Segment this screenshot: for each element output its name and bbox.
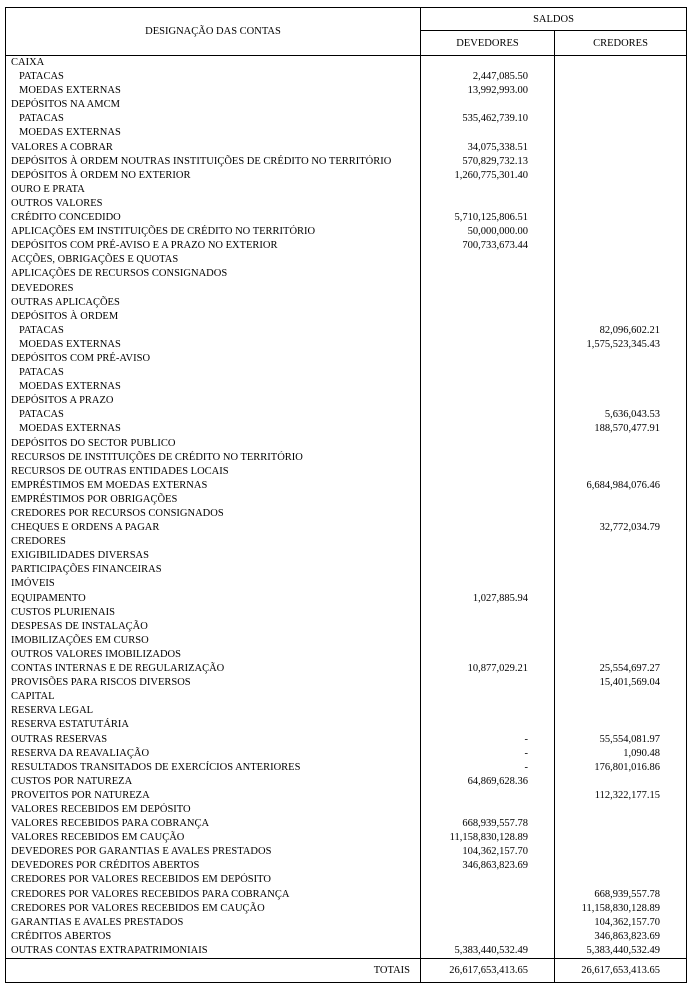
table-header bbox=[6, 8, 687, 56]
devedores-value bbox=[421, 873, 555, 887]
table-row bbox=[6, 676, 687, 690]
credores-value bbox=[555, 141, 687, 155]
credores-value: 82,096,602.21 bbox=[555, 324, 687, 338]
account-label: MOEDAS EXTERNAS bbox=[19, 423, 121, 435]
account-label: RECURSOS DE INSTITUIÇÕES DE CRÉDITO NO TERRITÓRIO bbox=[11, 451, 303, 463]
table-row bbox=[6, 493, 687, 507]
table-row bbox=[6, 267, 687, 281]
credores-value: 55,554,081.97 bbox=[555, 733, 687, 747]
credores-value bbox=[555, 704, 687, 718]
account-label: CREDORES POR VALORES RECEBIDOS PARA COBRANÇA bbox=[11, 888, 290, 900]
devedores-value bbox=[421, 465, 555, 479]
devedores-value bbox=[421, 493, 555, 507]
account-label: RESERVA ESTATUTÁRIA bbox=[11, 719, 130, 731]
credores-value: 6,684,984,076.46 bbox=[555, 479, 687, 493]
table-row bbox=[6, 817, 687, 831]
devedores-value: 13,992,993.00 bbox=[421, 84, 555, 98]
credores-value bbox=[555, 380, 687, 394]
devedores-value bbox=[421, 126, 555, 140]
devedores-value bbox=[421, 704, 555, 718]
table-row bbox=[6, 211, 687, 225]
devedores-value: 10,877,029.21 bbox=[421, 662, 555, 676]
credores-value bbox=[555, 465, 687, 479]
table-row bbox=[6, 338, 687, 352]
account-label: EMPRÉSTIMOS POR OBRIGAÇÕES bbox=[11, 493, 178, 505]
account-label: PATACAS bbox=[19, 409, 64, 421]
credores-value: 188,570,477.91 bbox=[555, 422, 687, 436]
table-row bbox=[6, 902, 687, 916]
credores-value bbox=[555, 197, 687, 211]
credores-value bbox=[555, 577, 687, 591]
table-row bbox=[6, 282, 687, 296]
credores-value: 32,772,034.79 bbox=[555, 521, 687, 535]
table-row bbox=[6, 873, 687, 887]
devedores-value: 5,710,125,806.51 bbox=[421, 211, 555, 225]
table-row bbox=[6, 803, 687, 817]
table-row bbox=[6, 563, 687, 577]
devedores-value: 104,362,157.70 bbox=[421, 845, 555, 859]
devedores-value: 2,447,085.50 bbox=[421, 70, 555, 84]
devedores-value bbox=[421, 56, 555, 71]
credores-value bbox=[555, 592, 687, 606]
table-row bbox=[6, 366, 687, 380]
credores-value bbox=[555, 437, 687, 451]
account-label: VALORES RECEBIDOS EM DEPÓSITO bbox=[11, 803, 191, 815]
table-row bbox=[6, 592, 687, 606]
account-label: EQUIPAMENTO bbox=[11, 592, 86, 604]
credores-value bbox=[555, 634, 687, 648]
devedores-value bbox=[421, 563, 555, 577]
table-row bbox=[6, 944, 687, 959]
devedores-value bbox=[421, 394, 555, 408]
devedores-value bbox=[421, 253, 555, 267]
credores-value: 176,801,016.86 bbox=[555, 761, 687, 775]
devedores-value bbox=[421, 98, 555, 112]
account-label: DEPÓSITOS À ORDEM NOUTRAS INSTITUIÇÕES DE CRÉDITO NO TERRITÓRIO bbox=[11, 155, 392, 167]
credores-value bbox=[555, 112, 687, 126]
table-row bbox=[6, 465, 687, 479]
devedores-value bbox=[421, 690, 555, 704]
credores-value bbox=[555, 775, 687, 789]
credores-value bbox=[555, 394, 687, 408]
table-row bbox=[6, 789, 687, 803]
account-label: EXIGIBILIDADES DIVERSAS bbox=[11, 550, 149, 562]
credores-value bbox=[555, 873, 687, 887]
credores-value bbox=[555, 169, 687, 183]
devedores-value bbox=[421, 577, 555, 591]
table-row bbox=[6, 225, 687, 239]
devedores-value bbox=[421, 521, 555, 535]
totals-row bbox=[6, 959, 687, 983]
table-row bbox=[6, 859, 687, 873]
credores-value bbox=[555, 183, 687, 197]
totals-devedores-value: 26,617,653,413.65 bbox=[421, 959, 555, 983]
account-label: OUTRAS APLICAÇÕES bbox=[11, 296, 120, 308]
account-label: RESULTADOS TRANSITADOS DE EXERCÍCIOS ANTERIORES bbox=[11, 761, 301, 773]
devedores-value bbox=[421, 422, 555, 436]
devedores-value bbox=[421, 930, 555, 944]
table-row bbox=[6, 84, 687, 98]
table-row bbox=[6, 310, 687, 324]
credores-value bbox=[555, 211, 687, 225]
table-row bbox=[6, 380, 687, 394]
credores-value bbox=[555, 225, 687, 239]
devedores-value bbox=[421, 718, 555, 732]
account-label: OUTROS VALORES bbox=[11, 197, 103, 209]
header-saldos: SALDOS bbox=[421, 8, 687, 31]
account-label: CUSTOS PLURIENAIS bbox=[11, 606, 115, 618]
table-row bbox=[6, 549, 687, 563]
credores-value bbox=[555, 563, 687, 577]
table-footer bbox=[6, 959, 687, 983]
totals-credores-value: 26,617,653,413.65 bbox=[555, 959, 687, 983]
table-row bbox=[6, 197, 687, 211]
account-label: PARTICIPAÇÕES FINANCEIRAS bbox=[11, 564, 162, 576]
credores-value: 668,939,557.78 bbox=[555, 888, 687, 902]
account-label: DEVEDORES POR CRÉDITOS ABERTOS bbox=[11, 860, 200, 872]
account-label: GARANTIAS E AVALES PRESTADOS bbox=[11, 916, 184, 928]
account-label: RECURSOS DE OUTRAS ENTIDADES LOCAIS bbox=[11, 465, 229, 477]
account-label: CONTAS INTERNAS E DE REGULARIZAÇÃO bbox=[11, 663, 225, 675]
devedores-value: 1,027,885.94 bbox=[421, 592, 555, 606]
devedores-value bbox=[421, 366, 555, 380]
account-label: CRÉDITOS ABERTOS bbox=[11, 930, 112, 942]
devedores-value bbox=[421, 183, 555, 197]
devedores-value bbox=[421, 606, 555, 620]
credores-value bbox=[555, 549, 687, 563]
account-label: VALORES A COBRAR bbox=[11, 141, 113, 153]
table-row bbox=[6, 437, 687, 451]
account-label: MOEDAS EXTERNAS bbox=[19, 338, 121, 350]
devedores-value: 5,383,440,532.49 bbox=[421, 944, 555, 959]
account-label: PATACAS bbox=[19, 324, 64, 336]
table-row bbox=[6, 296, 687, 310]
devedores-value bbox=[421, 676, 555, 690]
credores-value bbox=[555, 155, 687, 169]
account-label: OUTRAS CONTAS EXTRAPATRIMONIAIS bbox=[11, 944, 208, 956]
header-devedores: DEVEDORES bbox=[421, 31, 555, 56]
credores-value bbox=[555, 803, 687, 817]
credores-value bbox=[555, 366, 687, 380]
credores-value bbox=[555, 282, 687, 296]
account-label: CREDORES POR VALORES RECEBIDOS EM DEPÓSITO bbox=[11, 874, 271, 886]
credores-value bbox=[555, 648, 687, 662]
credores-value bbox=[555, 718, 687, 732]
account-label: OURO E PRATA bbox=[11, 183, 85, 195]
account-label: MOEDAS EXTERNAS bbox=[19, 85, 121, 97]
account-label: DEVEDORES POR GARANTIAS E AVALES PRESTADOS bbox=[11, 846, 272, 858]
account-label: EMPRÉSTIMOS EM MOEDAS EXTERNAS bbox=[11, 479, 208, 491]
table-row bbox=[6, 690, 687, 704]
account-label: RESERVA DA REAVALIAÇÃO bbox=[11, 747, 150, 759]
credores-value bbox=[555, 535, 687, 549]
table-row bbox=[6, 606, 687, 620]
table-row bbox=[6, 577, 687, 591]
table-row bbox=[6, 155, 687, 169]
devedores-value bbox=[421, 197, 555, 211]
credores-value bbox=[555, 267, 687, 281]
devedores-value: 668,939,557.78 bbox=[421, 817, 555, 831]
table-row bbox=[6, 916, 687, 930]
credores-value: 15,401,569.04 bbox=[555, 676, 687, 690]
devedores-value: - bbox=[421, 733, 555, 747]
devedores-value bbox=[421, 267, 555, 281]
devedores-value bbox=[421, 282, 555, 296]
devedores-value: 64,869,628.36 bbox=[421, 775, 555, 789]
table-row bbox=[6, 662, 687, 676]
table-row bbox=[6, 761, 687, 775]
credores-value: 104,362,157.70 bbox=[555, 916, 687, 930]
account-label: CRÉDITO CONCEDIDO bbox=[11, 212, 121, 224]
account-label: PROVISÕES PARA RISCOS DIVERSOS bbox=[11, 677, 191, 689]
table-row bbox=[6, 169, 687, 183]
devedores-value bbox=[421, 620, 555, 634]
credores-value: 346,863,823.69 bbox=[555, 930, 687, 944]
devedores-value: 1,260,775,301.40 bbox=[421, 169, 555, 183]
credores-value bbox=[555, 845, 687, 859]
account-label: DESPESAS DE INSTALAÇÃO bbox=[11, 620, 148, 632]
account-label: CREDORES POR RECURSOS CONSIGNADOS bbox=[11, 508, 224, 519]
credores-value bbox=[555, 620, 687, 634]
table-row bbox=[6, 747, 687, 761]
table-row bbox=[6, 845, 687, 859]
devedores-value bbox=[421, 888, 555, 902]
header-designacao-das-contas: DESIGNAÇÃO DAS CONTAS bbox=[6, 8, 421, 56]
credores-value: 5,636,043.53 bbox=[555, 408, 687, 422]
devedores-value bbox=[421, 803, 555, 817]
table-row bbox=[6, 733, 687, 747]
table-row bbox=[6, 422, 687, 436]
devedores-value bbox=[421, 310, 555, 324]
account-label: RESERVA LEGAL bbox=[11, 705, 94, 717]
account-label: APLICAÇÕES DE RECURSOS CONSIGNADOS bbox=[11, 268, 228, 280]
devedores-value bbox=[421, 648, 555, 662]
credores-value bbox=[555, 70, 687, 84]
table-row bbox=[6, 70, 687, 84]
devedores-value bbox=[421, 408, 555, 422]
devedores-value bbox=[421, 902, 555, 916]
table-row bbox=[6, 408, 687, 422]
devedores-value bbox=[421, 535, 555, 549]
table-row bbox=[6, 704, 687, 718]
credores-value: 11,158,830,128.89 bbox=[555, 902, 687, 916]
table-row bbox=[6, 648, 687, 662]
devedores-value: 346,863,823.69 bbox=[421, 859, 555, 873]
account-label: CAIXA bbox=[11, 57, 45, 68]
devedores-value bbox=[421, 296, 555, 310]
account-label: ACÇÕES, OBRIGAÇÕES E QUOTAS bbox=[11, 254, 179, 266]
table-row bbox=[6, 141, 687, 155]
account-label: PATACAS bbox=[19, 71, 64, 83]
table-row bbox=[6, 352, 687, 366]
devedores-value bbox=[421, 916, 555, 930]
table-row bbox=[6, 507, 687, 521]
credores-value bbox=[555, 253, 687, 267]
devedores-value bbox=[421, 352, 555, 366]
credores-value bbox=[555, 859, 687, 873]
account-label: CREDORES POR VALORES RECEBIDOS EM CAUÇÃO bbox=[11, 902, 265, 914]
credores-value: 5,383,440,532.49 bbox=[555, 944, 687, 959]
credores-value bbox=[555, 352, 687, 366]
header-credores: CREDORES bbox=[555, 31, 687, 56]
credores-value bbox=[555, 493, 687, 507]
devedores-value bbox=[421, 789, 555, 803]
account-label: DEPÓSITOS COM PRÉ-AVISO E A PRAZO NO EXTERIOR bbox=[11, 240, 278, 252]
devedores-value: - bbox=[421, 761, 555, 775]
account-label: CAPITAL bbox=[11, 691, 55, 703]
table-row bbox=[6, 831, 687, 845]
table-row bbox=[6, 394, 687, 408]
table-row bbox=[6, 718, 687, 732]
credores-value bbox=[555, 296, 687, 310]
devedores-value bbox=[421, 451, 555, 465]
devedores-value bbox=[421, 380, 555, 394]
account-label: CHEQUES E ORDENS A PAGAR bbox=[11, 522, 160, 534]
credores-value: 25,554,697.27 bbox=[555, 662, 687, 676]
devedores-value: 700,733,673.44 bbox=[421, 239, 555, 253]
credores-value: 1,575,523,345.43 bbox=[555, 338, 687, 352]
devedores-value bbox=[421, 549, 555, 563]
devedores-value bbox=[421, 634, 555, 648]
credores-value bbox=[555, 606, 687, 620]
devedores-value: 50,000,000.00 bbox=[421, 225, 555, 239]
table-row bbox=[6, 126, 687, 140]
devedores-value bbox=[421, 479, 555, 493]
account-label: IMOBILIZAÇÕES EM CURSO bbox=[11, 634, 149, 646]
devedores-value bbox=[421, 507, 555, 521]
credores-value bbox=[555, 690, 687, 704]
table-body bbox=[6, 56, 687, 959]
credores-value bbox=[555, 831, 687, 845]
table-row bbox=[6, 112, 687, 126]
account-label: DEPÓSITOS À ORDEM bbox=[11, 310, 119, 322]
account-label: IMÓVEIS bbox=[11, 578, 55, 590]
table-row bbox=[6, 888, 687, 902]
account-label: DEVEDORES bbox=[11, 282, 74, 294]
table-row bbox=[6, 324, 687, 338]
devedores-value: 34,075,338.51 bbox=[421, 141, 555, 155]
credores-value bbox=[555, 56, 687, 71]
account-label: DEPÓSITOS A PRAZO bbox=[11, 395, 114, 407]
credores-value bbox=[555, 98, 687, 112]
account-label: MOEDAS EXTERNAS bbox=[19, 127, 121, 139]
devedores-value bbox=[421, 338, 555, 352]
table-row bbox=[6, 451, 687, 465]
table-row bbox=[6, 775, 687, 789]
credores-value bbox=[555, 310, 687, 324]
totals-label: TOTAIS bbox=[6, 959, 421, 983]
account-label: DEPÓSITOS COM PRÉ-AVISO bbox=[11, 352, 151, 364]
devedores-value bbox=[421, 437, 555, 451]
table-row bbox=[6, 253, 687, 267]
credores-value bbox=[555, 817, 687, 831]
credores-value: 1,090.48 bbox=[555, 747, 687, 761]
accounts-table bbox=[5, 7, 687, 983]
credores-value bbox=[555, 126, 687, 140]
credores-value bbox=[555, 239, 687, 253]
account-label: VALORES RECEBIDOS PARA COBRANÇA bbox=[11, 818, 210, 830]
account-label: MOEDAS EXTERNAS bbox=[19, 381, 121, 393]
account-label: CREDORES bbox=[11, 536, 66, 548]
account-label: DEPÓSITOS DO SECTOR PUBLICO bbox=[11, 437, 176, 449]
devedores-value bbox=[421, 324, 555, 338]
account-label: APLICAÇÕES EM INSTITUIÇÕES DE CRÉDITO NO TERRITÓRIO bbox=[11, 226, 316, 238]
table-row bbox=[6, 634, 687, 648]
credores-value bbox=[555, 451, 687, 465]
account-label: DEPÓSITOS À ORDEM NO EXTERIOR bbox=[11, 169, 191, 181]
table-row bbox=[6, 930, 687, 944]
credores-value bbox=[555, 507, 687, 521]
devedores-value: 570,829,732.13 bbox=[421, 155, 555, 169]
account-label: PROVEITOS POR NATUREZA bbox=[11, 789, 150, 801]
table-row bbox=[6, 479, 687, 493]
table-row bbox=[6, 521, 687, 535]
account-label: DEPÓSITOS NA AMCM bbox=[11, 99, 120, 111]
table-row bbox=[6, 239, 687, 253]
credores-value bbox=[555, 84, 687, 98]
credores-value: 112,322,177.15 bbox=[555, 789, 687, 803]
account-label: PATACAS bbox=[19, 113, 64, 125]
account-label: OUTRAS RESERVAS bbox=[11, 733, 108, 745]
devedores-value: - bbox=[421, 747, 555, 761]
account-label: OUTROS VALORES IMOBILIZADOS bbox=[11, 648, 181, 660]
table-row bbox=[6, 620, 687, 634]
devedores-value: 11,158,830,128.89 bbox=[421, 831, 555, 845]
devedores-value: 535,462,739.10 bbox=[421, 112, 555, 126]
table-row bbox=[6, 98, 687, 112]
table-row bbox=[6, 56, 687, 71]
account-label: PATACAS bbox=[19, 367, 64, 379]
account-label: VALORES RECEBIDOS EM CAUÇÃO bbox=[11, 832, 185, 844]
table-row bbox=[6, 535, 687, 549]
table-row bbox=[6, 183, 687, 197]
account-label: CUSTOS POR NATUREZA bbox=[11, 775, 133, 787]
